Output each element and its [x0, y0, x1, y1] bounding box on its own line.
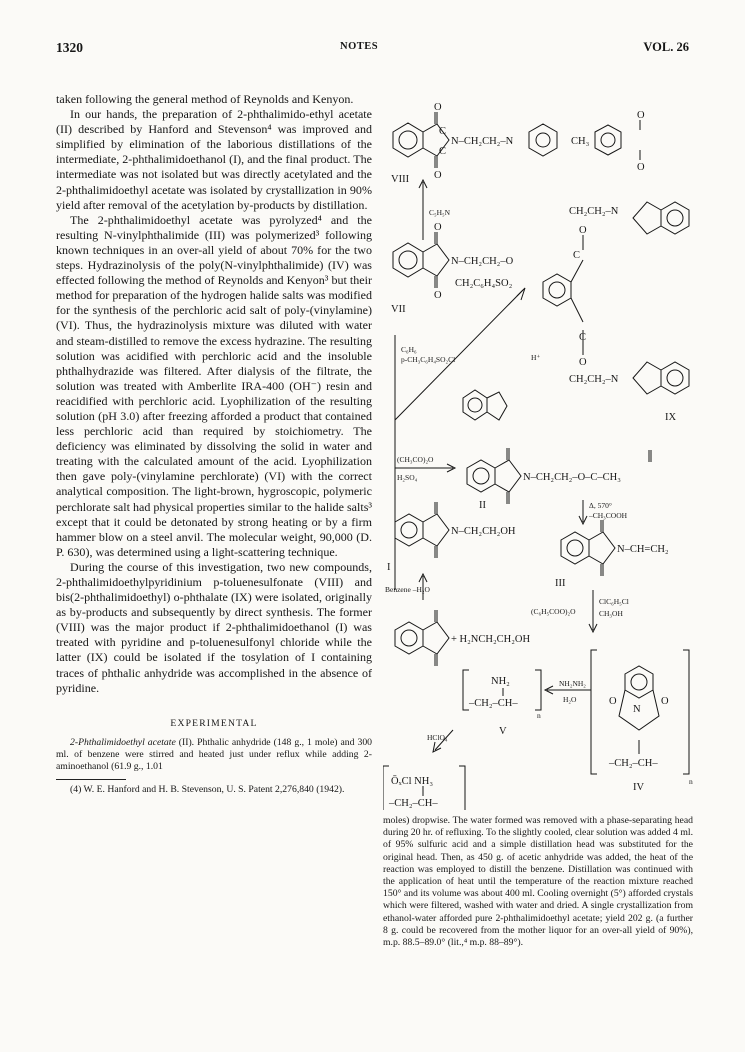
reagent-tosyl-chloride: p-CH₃C₆H₄SO₂Cl [401, 355, 456, 364]
oxygen-label: O [579, 357, 587, 368]
carbon-label: C [439, 126, 447, 137]
amine-group: NH₂ [491, 676, 510, 687]
compound-label-i: I [387, 562, 391, 573]
phthalic-anhydride-ring [463, 390, 487, 420]
paragraph: The 2-phthalimidoethyl acetate was pyrolyzed⁴ and the resulting N-vinylphthalimide (III) was polymerized³ following known techniques in an over-all yield of about 70% for the two steps. Hydrazinolysis of the poly(N-vinylphthalimide) (IV) was effected following the method of Reynolds and Kenyon³ but their method for preparation of the hydrogen halide salts was modified for the synthesis of the perchloric acid salt of poly-(vinylamine) (VI). Thus, the hydrazinolysis mixture was diluted with water and steam-distilled to remove the excess hydrazine. The resulting solution was acidified with perchloric acid and the insoluble phthalhydrazide was filtered. After dialysis of the filtrate, the solution was treated with Amberlite IRA-400 (OH⁻) resin and reacidified with perchloric acid. Lyophilization of the resulting solution (pH 3.0) after freezing afforded a product that contained less perchloric acid than required by stoichiometry. The deficiency was eliminated by dissolving the solid in water and treating with the calculated amount of the acid. Lyophilization then gave poly-(vinylamine perchlorate) (VI) with the correct analytical composition. The light-brown, hygroscopic, polymeric perchlorate salt had physical properties similar to the halide salts³ except that it could be detonated by strong heating or by a firm hammer blow on a steel anvil. The molecular weight, 90,000 (D. P. 630), was determined using a light-scattering technique. [56, 212, 372, 559]
running-head: NOTES [340, 41, 379, 52]
page-number: 1320 [56, 40, 83, 55]
pyridinium-ring [529, 124, 557, 156]
footnote: (4) W. E. Hanford and H. B. Stevenson, U. S. Patent 2,276,840 (1942). [70, 784, 345, 796]
ix-chain-bottom: CH₂CH₂–N [569, 374, 619, 385]
reagent-benzoyl-peroxide: (C₆H₅COO)₂O [531, 607, 576, 616]
nitrogen-label: N [633, 704, 641, 715]
reagent-acetic-anhydride: (CH₃CO)₂O [397, 455, 434, 464]
aminoethanol: + H₂NCH₂CH₂OH [451, 634, 531, 645]
vi-chain: –CH₂–CH– [389, 798, 438, 809]
paragraph: taken following the general method of Reynolds and Kenyon. [56, 92, 354, 106]
oxygen-label: O [637, 110, 645, 121]
compound-label-iii: III [555, 578, 566, 589]
reagent-dichlorobenzene: ClC₆H₅Cl [599, 597, 629, 606]
reagent-acid: H⁺ [531, 353, 541, 362]
reagent-sulfuric-acid: H₂SO₄ [397, 473, 418, 482]
carbon-label: C [579, 332, 587, 343]
repeat-n: n [689, 777, 693, 786]
reagent-pyridine: C₅H₅N [429, 208, 451, 217]
tosylate-ring [595, 125, 621, 155]
carbon-label: C [573, 250, 581, 261]
repeat-n: n [537, 711, 541, 720]
experimental-title: 2-Phthalimidoethyl acetate [70, 736, 176, 748]
compound-label-v: V [499, 726, 507, 737]
phthalate-ring [543, 274, 571, 306]
carbon-label: C [439, 146, 447, 157]
vi-salt: ŌₓCl NH₃ [391, 776, 433, 787]
tosylate-methyl: CH₃ [571, 136, 590, 147]
vii-chain: N–CH₂CH₂–O [451, 256, 514, 267]
oxygen-label: O [661, 696, 669, 707]
viii-chain: N–CH₂CH₂–N [451, 136, 514, 147]
paragraph: In our hands, the preparation of 2-phthalimido-ethyl acetate (II) described by Hanford and Stevenson⁴ was improved and simplified by elimination of the laborious distillations of the intermediate, 2-phthalimidoethanol (I), and the final product. The intermediate was not isolated but was directly acetylated and the 2-phthalimidoethyl acetate was isolated by crystallization in 90% yield after removal of the acetylation by-products by distillation. [56, 107, 372, 212]
experimental-text: (II). Phthalic anhydride (148 g., 1 mole) and 300 ml. of benzene were stirred and heated just under reflux while adding 2-aminoethanol (61.9 g., 1.01 [56, 736, 373, 773]
experimental-paragraph [56, 737, 372, 774]
reagent-acetic-acid-loss: –CH₃COOH [589, 511, 628, 520]
oxygen-label: O [434, 222, 442, 233]
reagent-methanol: CH₃OH [599, 609, 623, 618]
reagent-pyrolysis: Δ, 570° [589, 501, 612, 510]
reagent-perchloric-acid: HClO₄ [427, 733, 448, 742]
compound-label-vii: VII [391, 304, 406, 315]
oxygen-label: O [579, 225, 587, 236]
right-column [383, 815, 693, 949]
compound-label-ix: IX [665, 412, 677, 423]
v-chain: –CH₂–CH– [469, 698, 518, 709]
paragraph: moles) dropwise. The water formed was removed with a phase-separating head during 20 hr. of refluxing. To the slightly cooled, clear solution was added 4 ml. of 95% sulfuric acid and a simple distillation head was substituted for the original head. Then, as 450 g. of acetic anhydride was added, the heat of the reaction was employed to distill the benzene. Distillation was continued with the application of heat until the temperature of the reaction mixture reached 150° and its volume was about 400 ml. Cooling overnight (5°) afforded crystals which were filtered, washed with water and dried. A single crystallization from ethanol-water afforded pure 2-phthalimidoethyl acetate; yield 202 g. (a further 8 g. could be recovered from the mother liquor for an over-all yield of 90%), m.p. 88.5–89.0° (lit.,⁴ m.p. 88–89°). [383, 815, 693, 949]
oxygen-label: O [637, 162, 645, 173]
reaction-scheme [383, 90, 703, 810]
oxygen-label: O [434, 290, 442, 301]
section-heading: EXPERIMENTAL [170, 717, 258, 729]
compound-label-ii: II [479, 500, 486, 511]
compound-label-viii: VIII [391, 174, 410, 185]
compound-label-iv: IV [633, 782, 645, 793]
oxygen-label: O [434, 102, 442, 113]
i-chain: N–CH₂CH₂OH [451, 526, 516, 537]
ix-chain-top: CH₂CH₂–N [569, 206, 619, 217]
left-column [56, 92, 372, 797]
footnote-rule [56, 779, 126, 780]
oxygen-label: O [609, 696, 617, 707]
vii-tosyl: CH₂C₆H₄SO₂ [455, 278, 513, 289]
reagent-hydrazine: NH₂NH₂ [559, 679, 586, 688]
iv-chain: –CH₂–CH– [609, 758, 658, 769]
reagent-water: H₂O [563, 695, 577, 704]
page-header [0, 0, 745, 70]
volume-label: VOL. 26 [643, 40, 689, 54]
paragraph: During the course of this investigation, two new compounds, 2-phthalimidoethylpyridinium p-toluenesulfonate (VIII) and bis(2-phthalimidoethyl) o-phthalate (IX) were isolated, originally as by-products and subsequently by direct synthesis. The former (VIII) was the major product if 2-phthalimidoethanol (I) was treated with pyridine and p-toluenesulfonyl chloride while the latter (IX) could be isolated if the tosylation of I containing traces of phthalic anhydride was accomplished in the absence of pyridine. [56, 559, 372, 695]
iii-chain: N–CH=CH₂ [617, 544, 669, 555]
benzene-ring [393, 123, 423, 157]
ii-chain: N–CH₂CH₂–O–C–CH₃ [523, 472, 621, 483]
reagent-benzene-water: Benzene –H₂O [385, 585, 430, 594]
oxygen-label: O [434, 170, 442, 181]
reagent-benzene: C₆H₆ [401, 345, 417, 354]
